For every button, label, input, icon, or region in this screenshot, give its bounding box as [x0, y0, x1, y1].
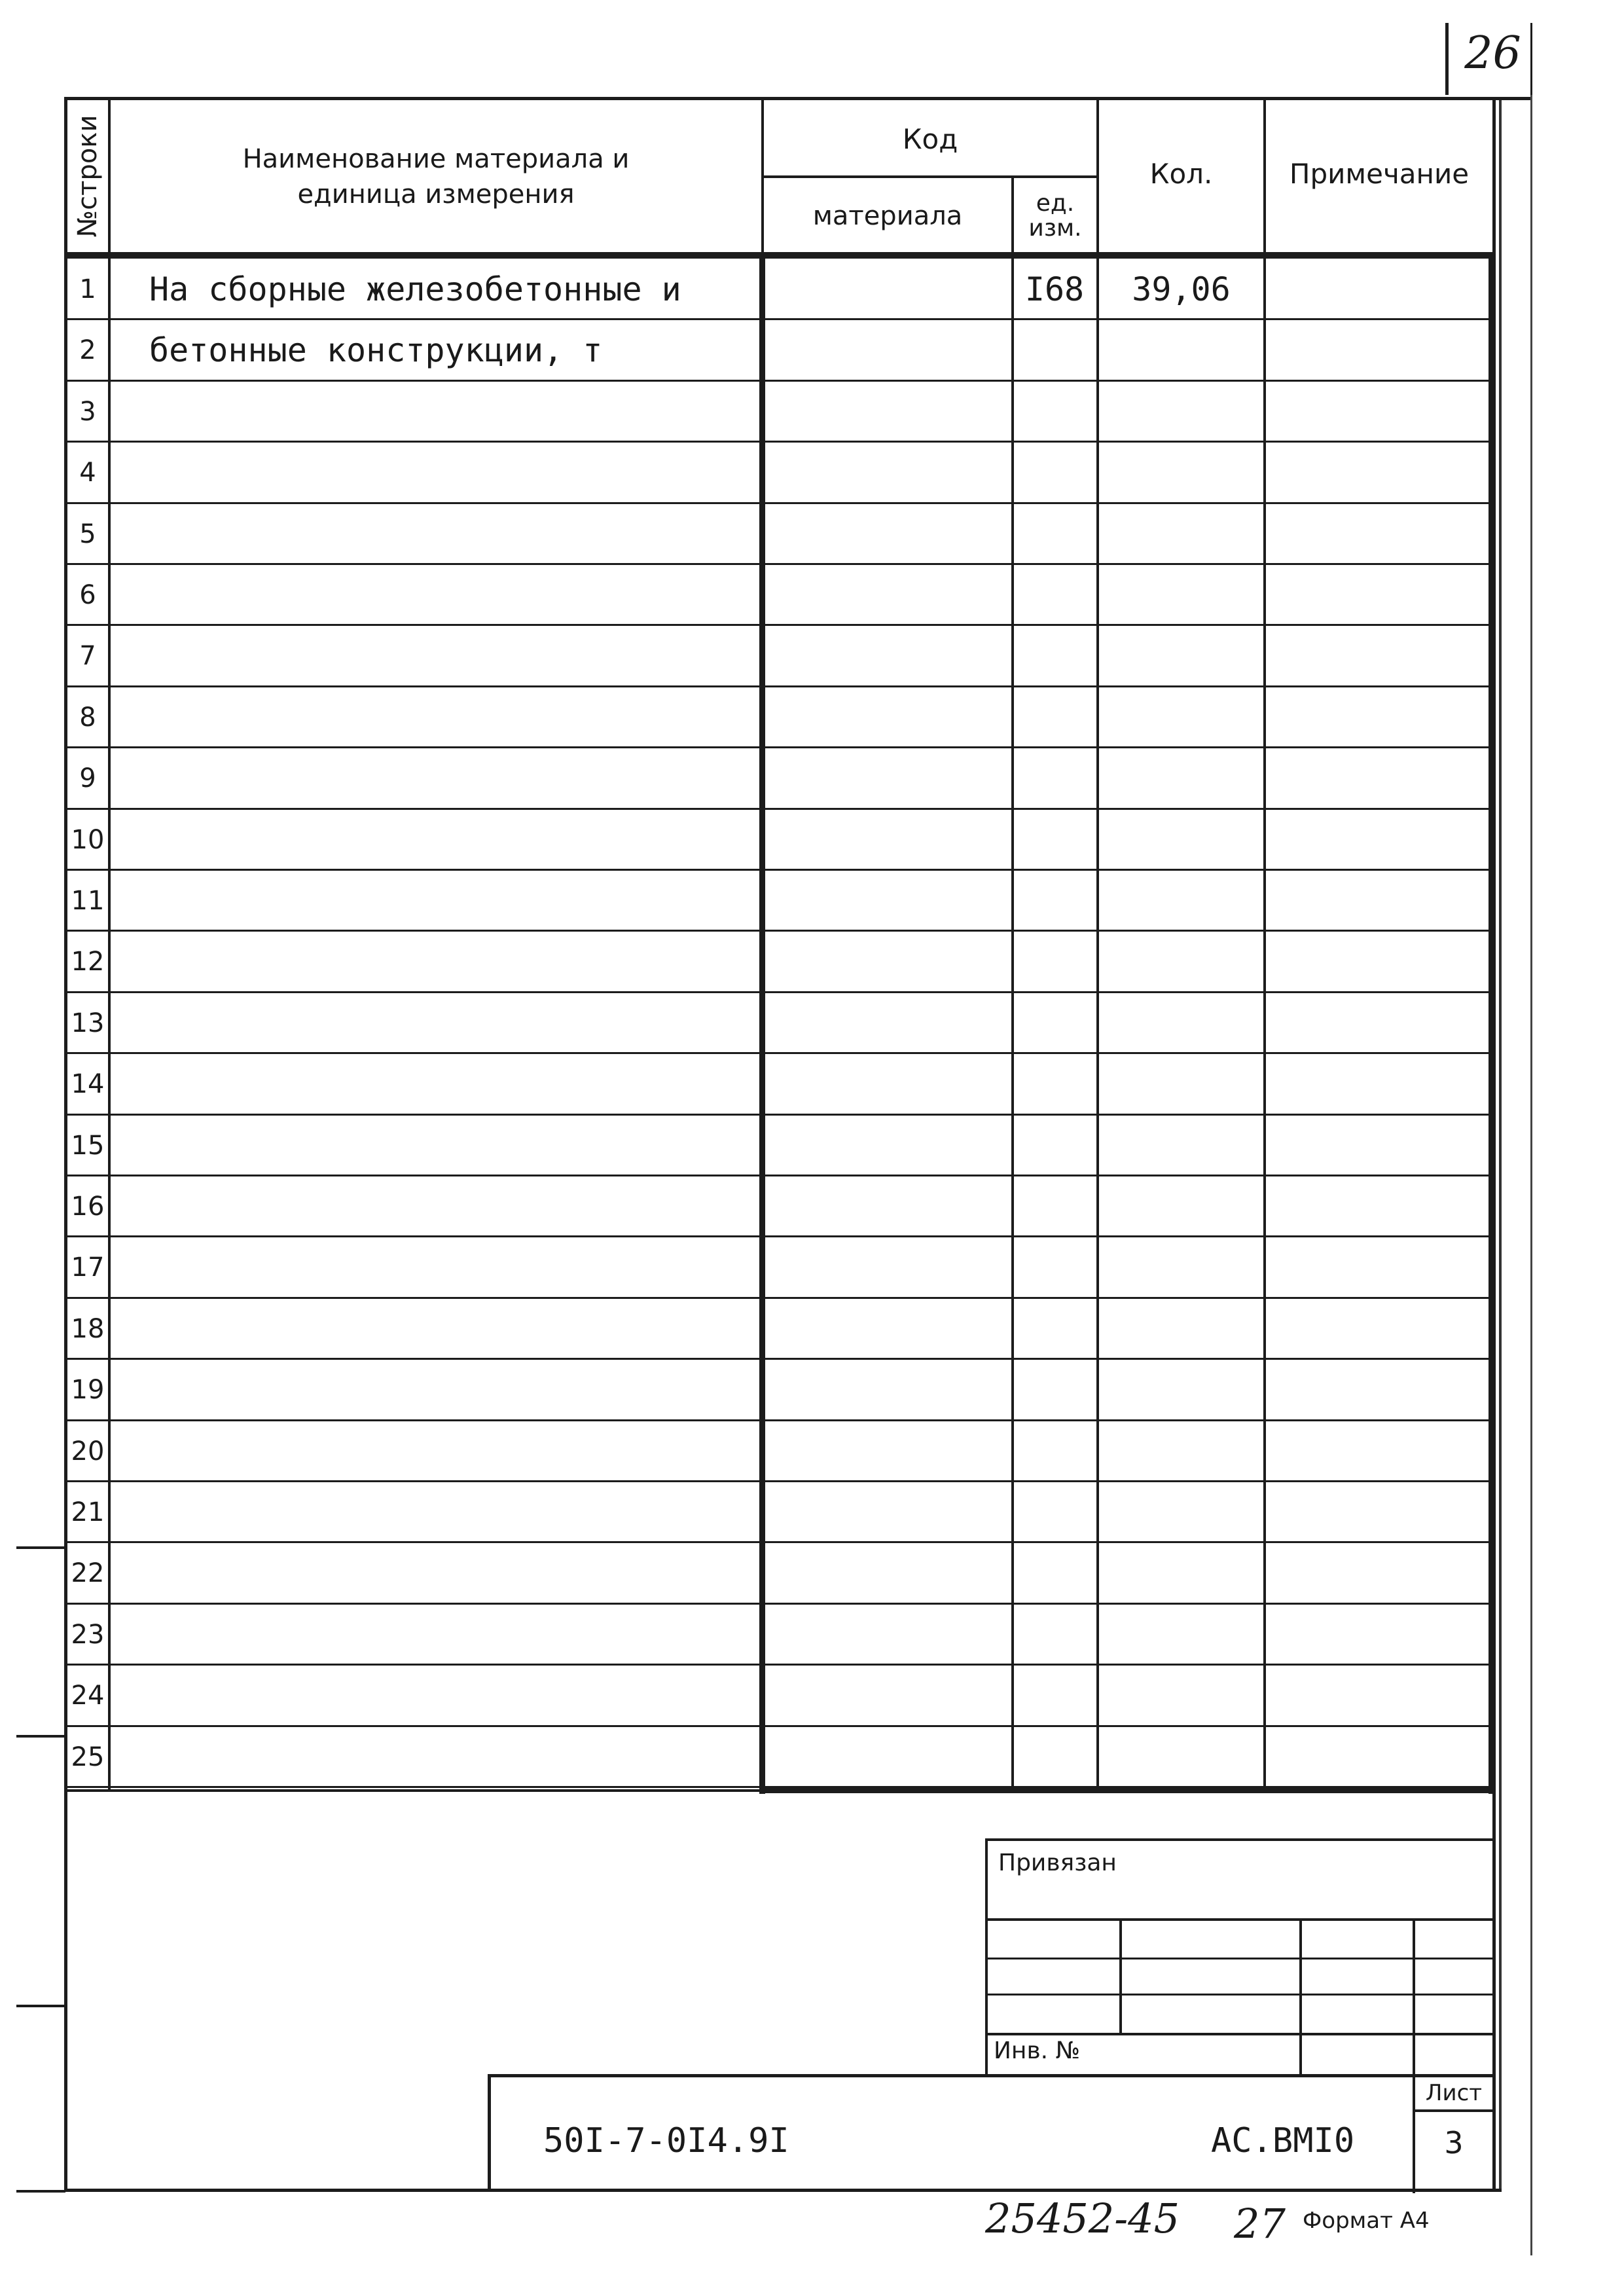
document-code: 50I-7-0I4.9I — [543, 2121, 789, 2160]
note-cell — [1266, 442, 1489, 503]
row-number-cell: 3 — [79, 396, 96, 427]
row-number-cell: 16 — [71, 1191, 105, 1222]
unit-code-cell — [1013, 809, 1096, 870]
unit-code-cell — [1013, 1421, 1096, 1482]
unit-header-line2: изм. — [1028, 214, 1082, 242]
unit-header — [1014, 178, 1096, 253]
table-row — [67, 259, 1491, 319]
sheet-number: 3 — [1444, 2125, 1464, 2160]
material-name-header-line2: единица измерения — [297, 179, 575, 210]
handwritten-sheet-number: 27 — [1234, 2200, 1286, 2248]
table-row — [67, 1237, 1491, 1298]
material-code-cell — [763, 1421, 1011, 1482]
material-name-cell — [149, 442, 804, 503]
material-code-cell — [763, 1237, 1011, 1298]
note-cell — [1266, 1176, 1489, 1237]
note-cell — [1266, 503, 1489, 564]
note-cell — [1266, 381, 1489, 442]
note-cell — [1266, 931, 1489, 992]
material-code-cell — [763, 319, 1011, 380]
row-number-cell: 21 — [71, 1497, 105, 1527]
row-number-cell: 4 — [79, 457, 96, 488]
row-number-cell: 5 — [79, 519, 96, 549]
note-cell — [1266, 687, 1489, 748]
material-name-header — [111, 131, 761, 223]
quantity-cell — [1099, 442, 1263, 503]
quantity-cell — [1099, 381, 1263, 442]
table-row — [67, 931, 1491, 992]
row-number-cell: 19 — [71, 1374, 105, 1405]
bound-label: Привязан — [998, 1850, 1117, 1876]
unit-code-cell — [1013, 381, 1096, 442]
note-cell — [1266, 319, 1489, 380]
material-code-cell — [763, 1359, 1011, 1420]
unit-code-cell — [1013, 1053, 1096, 1114]
material-code-cell — [763, 748, 1011, 809]
quantity-cell — [1099, 1053, 1263, 1114]
material-name-cell — [149, 564, 804, 625]
unit-code-cell — [1013, 687, 1096, 748]
unit-code-cell — [1013, 870, 1096, 931]
unit-code-cell — [1013, 503, 1096, 564]
material-code-cell — [763, 625, 1011, 686]
table-row — [67, 1665, 1491, 1726]
table-row — [67, 870, 1491, 931]
row-number-cell: 20 — [71, 1436, 105, 1467]
material-code-cell — [763, 1482, 1011, 1542]
sheet-code: AC.BMI0 — [1211, 2121, 1355, 2160]
note-cell — [1266, 1604, 1489, 1665]
row-number-cell: 25 — [71, 1741, 105, 1772]
unit-code-cell — [1013, 1604, 1096, 1665]
material-code-cell — [763, 993, 1011, 1053]
material-code-cell — [763, 870, 1011, 931]
note-header: Примечание — [1289, 157, 1470, 190]
row-number-cell: 15 — [71, 1130, 105, 1161]
note-cell — [1266, 1237, 1489, 1298]
unit-code-cell — [1013, 564, 1096, 625]
quantity-cell — [1099, 1421, 1263, 1482]
quantity-cell — [1099, 1115, 1263, 1176]
quantity-cell: 39,06 — [1132, 270, 1231, 308]
row-number-cell: 2 — [79, 335, 96, 365]
table-row — [67, 1542, 1491, 1603]
material-code-cell — [763, 687, 1011, 748]
quantity-cell — [1099, 1298, 1263, 1359]
quantity-cell — [1099, 503, 1263, 564]
note-cell — [1266, 1542, 1489, 1603]
sheet-label: Лист — [1425, 2080, 1483, 2106]
quantity-cell — [1099, 625, 1263, 686]
table-row — [67, 993, 1491, 1053]
material-code-cell — [763, 809, 1011, 870]
row-number-cell: 10 — [71, 824, 105, 855]
quantity-cell — [1099, 1542, 1263, 1603]
table-row — [67, 319, 1491, 380]
table-row — [67, 1053, 1491, 1114]
unit-code-cell — [1013, 1726, 1096, 1787]
note-cell — [1266, 748, 1489, 809]
note-cell — [1266, 625, 1489, 686]
material-name-header-line1: Наименование материала и — [242, 144, 630, 174]
table-row — [67, 687, 1491, 748]
row-number-cell: 17 — [71, 1252, 105, 1283]
table-row — [67, 1482, 1491, 1542]
row-number-cell: 6 — [79, 579, 96, 610]
material-code-cell — [763, 381, 1011, 442]
table-row — [67, 1359, 1491, 1420]
material-name-cell — [149, 993, 804, 1053]
table-row — [67, 1726, 1491, 1787]
material-name-cell — [149, 1359, 804, 1420]
material-code-cell — [763, 931, 1011, 992]
inventory-number-label: Инв. № — [994, 2037, 1081, 2064]
row-number-cell: 24 — [71, 1680, 105, 1711]
note-cell — [1266, 1421, 1489, 1482]
quantity-cell — [1099, 1237, 1263, 1298]
table-row — [67, 1115, 1491, 1176]
table-row — [67, 564, 1491, 625]
unit-code-cell — [1013, 1115, 1096, 1176]
note-cell — [1266, 1298, 1489, 1359]
quantity-cell — [1099, 1359, 1263, 1420]
material-code-cell — [763, 1542, 1011, 1603]
material-code-header: материала — [812, 200, 963, 231]
material-name-cell: На сборные железобетонные и — [149, 270, 681, 308]
note-cell — [1266, 1053, 1489, 1114]
quantity-cell — [1099, 931, 1263, 992]
unit-code-cell — [1013, 442, 1096, 503]
material-code-cell — [763, 1176, 1011, 1237]
note-cell — [1266, 809, 1489, 870]
table-row — [67, 1176, 1491, 1237]
material-code-cell — [763, 1665, 1011, 1726]
handwritten-archive-number: 25452-45 — [985, 2195, 1180, 2242]
quantity-cell — [1099, 564, 1263, 625]
table-row — [67, 442, 1491, 503]
row-number-header: №строки — [73, 115, 103, 238]
unit-code-cell — [1013, 1298, 1096, 1359]
unit-header-line1: ед. — [1036, 189, 1075, 217]
material-name-cell — [149, 1482, 804, 1542]
table-row — [67, 1421, 1491, 1482]
quantity-cell — [1099, 1604, 1263, 1665]
material-name-cell — [149, 1115, 804, 1176]
material-code-cell — [763, 503, 1011, 564]
row-number-cell: 22 — [71, 1558, 105, 1588]
row-number-cell: 14 — [71, 1068, 105, 1099]
material-name-cell — [149, 1604, 804, 1665]
unit-code-cell — [1013, 1542, 1096, 1603]
material-code-cell — [763, 1726, 1011, 1787]
material-name-cell — [149, 1237, 804, 1298]
material-name-cell — [149, 1176, 804, 1237]
table-row — [67, 625, 1491, 686]
note-cell — [1266, 1726, 1489, 1787]
quantity-cell — [1099, 687, 1263, 748]
material-name-cell — [149, 870, 804, 931]
note-cell — [1266, 564, 1489, 625]
quantity-cell — [1099, 1482, 1263, 1542]
material-name-cell — [149, 809, 804, 870]
paper-format: Формат А4 — [1303, 2208, 1430, 2234]
quantity-cell — [1099, 1726, 1263, 1787]
unit-code-cell — [1013, 1176, 1096, 1237]
material-code-cell — [763, 564, 1011, 625]
material-name-cell — [149, 1726, 804, 1787]
material-name-cell — [149, 687, 804, 748]
table-row — [67, 748, 1491, 809]
table-row — [67, 809, 1491, 870]
unit-code-cell — [1013, 931, 1096, 992]
unit-code-cell — [1013, 1482, 1096, 1542]
quantity-cell — [1099, 1665, 1263, 1726]
material-name-cell — [149, 1053, 804, 1114]
material-name-cell — [149, 931, 804, 992]
material-code-cell — [763, 442, 1011, 503]
material-code-cell — [763, 1298, 1011, 1359]
quantity-header: Кол. — [1149, 157, 1213, 190]
note-cell — [1266, 993, 1489, 1053]
unit-code-cell — [1013, 748, 1096, 809]
quantity-cell — [1099, 748, 1263, 809]
note-cell — [1266, 1115, 1489, 1176]
material-name-cell — [149, 625, 804, 686]
material-name-cell — [149, 1421, 804, 1482]
material-name-cell — [149, 1298, 804, 1359]
page-number: 26 — [1464, 27, 1521, 79]
unit-code-cell — [1013, 993, 1096, 1053]
table-row — [67, 1604, 1491, 1665]
row-number-cell: 18 — [71, 1313, 105, 1344]
quantity-cell — [1099, 870, 1263, 931]
table-row — [67, 1298, 1491, 1359]
note-cell — [1266, 1665, 1489, 1726]
row-number-cell: 8 — [79, 702, 96, 733]
material-name-cell — [149, 381, 804, 442]
note-cell — [1266, 259, 1489, 319]
row-number-cell: 13 — [71, 1008, 105, 1038]
material-name-cell — [149, 1542, 804, 1603]
note-cell — [1266, 870, 1489, 931]
row-number-cell: 12 — [71, 946, 105, 977]
code-header: Код — [902, 123, 958, 155]
unit-code-cell — [1013, 319, 1096, 380]
row-number-cell: 1 — [79, 274, 96, 304]
quantity-cell — [1099, 1176, 1263, 1237]
table-row — [67, 381, 1491, 442]
material-code-cell — [763, 1604, 1011, 1665]
unit-code-cell: I68 — [1024, 270, 1085, 308]
material-name-cell: бетонные конструкции, т — [149, 331, 603, 369]
row-number-cell: 11 — [71, 885, 105, 916]
unit-code-cell — [1013, 1359, 1096, 1420]
row-number-cell: 23 — [71, 1619, 105, 1650]
material-name-cell — [149, 503, 804, 564]
table-row — [67, 503, 1491, 564]
row-number-cell: 7 — [79, 640, 96, 671]
material-code-cell — [763, 1115, 1011, 1176]
material-code-cell — [763, 1053, 1011, 1114]
material-name-cell — [149, 748, 804, 809]
material-code-cell — [763, 259, 1011, 319]
unit-code-cell — [1013, 625, 1096, 686]
note-cell — [1266, 1359, 1489, 1420]
quantity-cell — [1099, 319, 1263, 380]
row-number-cell: 9 — [79, 763, 96, 793]
unit-code-cell — [1013, 1665, 1096, 1726]
note-cell — [1266, 1482, 1489, 1542]
material-name-cell — [149, 1665, 804, 1726]
unit-code-cell — [1013, 1237, 1096, 1298]
quantity-cell — [1099, 993, 1263, 1053]
quantity-cell — [1099, 809, 1263, 870]
